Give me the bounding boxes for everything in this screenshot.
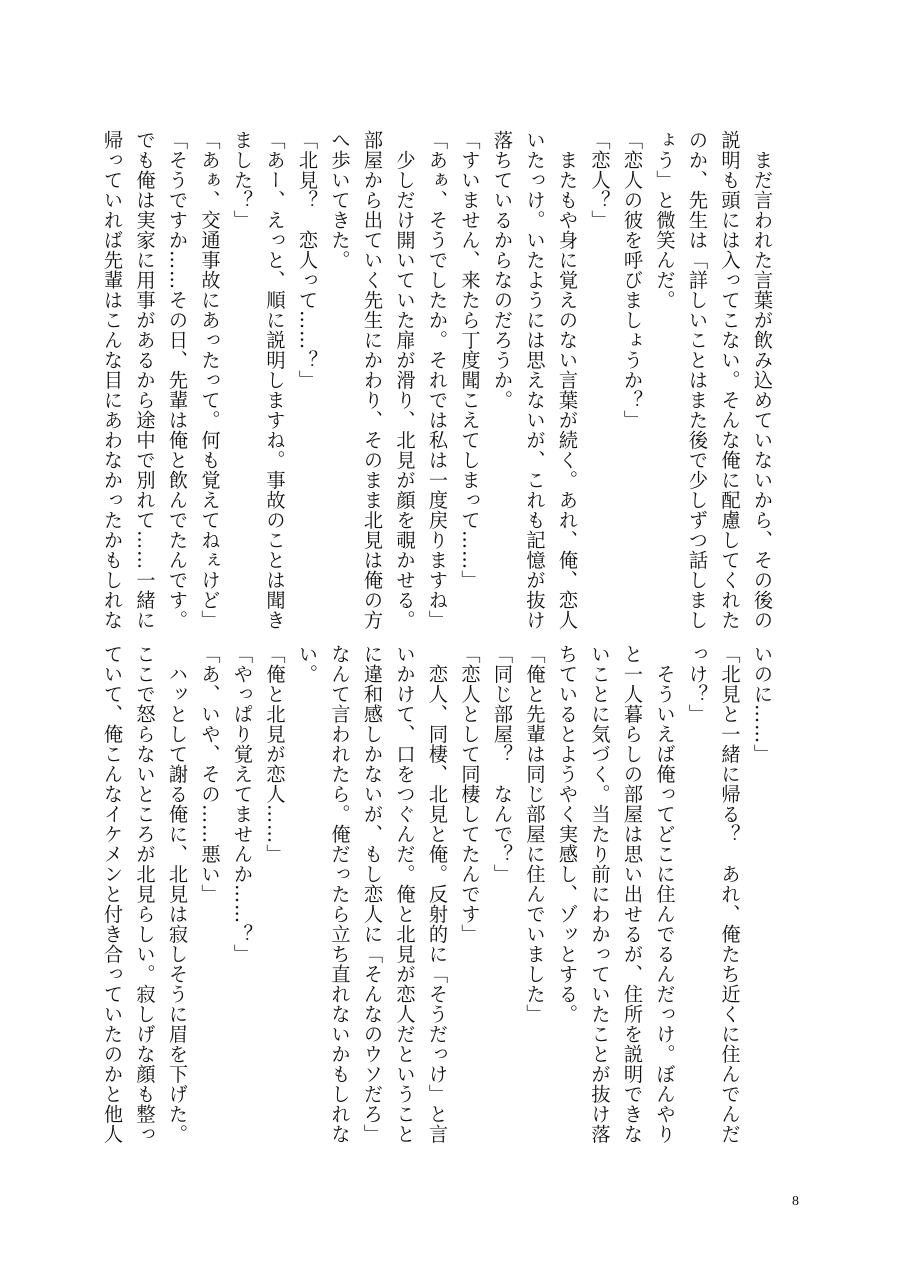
text-column: 帰っていれば先輩はこんな目にあわなかったかもしれな xyxy=(101,130,124,630)
text-column: 「あー、えっと、順に説明しますね。事故のことは聞き xyxy=(263,130,287,630)
text-column: ていて、俺こんなイケメンと付き合っていたのかと他人 xyxy=(101,644,124,1144)
text-column: 「あ、いや、その……悪い」 xyxy=(198,644,222,904)
text-column: と一人暮らしの部屋は思い出せるが、住所を説明できな xyxy=(621,644,644,1144)
text-column: い。 xyxy=(296,644,319,684)
text-column: でも俺は実家に用事があるから途中で別れて……一緒に xyxy=(133,130,157,630)
text-column: のか、先生は「詳しいことはまた後で少しずつ話しまし xyxy=(686,130,709,630)
text-column: 「やっぱり覚えてませんか……？」 xyxy=(231,644,254,964)
text-column: そういえば俺ってどこに住んでるんだっけ。ぼんやり xyxy=(653,644,677,1144)
text-column: に違和感しかないが、もし恋人に「そんなのウソだろ」 xyxy=(361,644,384,1144)
text-column: 「北見と一緒に帰る？ あれ、俺たち近くに住んでんだ xyxy=(718,644,742,1144)
text-column: っけ？」 xyxy=(686,644,709,724)
text-column: 「俺と先輩は同じ部屋に住んでいました」 xyxy=(523,644,547,1024)
text-column: へ歩いてきた。 xyxy=(328,130,352,270)
text-column: 「すいません、来たら丁度聞こえてしまって……」 xyxy=(458,130,482,590)
text-column: 「そうですか……その日、先輩は俺と飲んでたんです。 xyxy=(166,130,189,630)
text-column: 部屋から出ていく先生にかわり、そのまま北見は俺の方 xyxy=(361,130,384,630)
page-number: 8 xyxy=(792,1194,799,1209)
text-column: 説明も頭には入ってこない。そんな俺に配慮してくれた xyxy=(718,130,742,630)
text-column: ここで怒らないところが北見らしい。寂しげな顔も整っ xyxy=(133,644,157,1144)
text-column: 「北見？ 恋人って……？」 xyxy=(296,130,319,390)
text-column: 「俺と北見が恋人……」 xyxy=(263,644,287,864)
text-column: ハッとして謝る俺に、北見は寂しそうに眉を下げた。 xyxy=(166,644,189,1144)
text-column: 少しだけ開いていた扉が滑り、北見が顔を覗かせる。 xyxy=(393,130,417,630)
text-column: いのに……」 xyxy=(751,644,774,764)
text-column: 「恋人の彼を呼びましょうか？」 xyxy=(621,130,644,430)
text-column: いたっけ。いたようには思えないが、これも記憶が抜け xyxy=(523,130,547,630)
text-column: 「あぁ、そうでしたか。それでは私は一度戻りますね」 xyxy=(426,130,449,630)
text-column: 「恋人として同棲してたんです」 xyxy=(458,644,482,944)
text-column: 落ちているからなのだろうか。 xyxy=(491,130,514,410)
text-column: ました？」 xyxy=(231,130,254,230)
text-column: ちているとようやく実感し、ゾッとする。 xyxy=(556,644,579,1024)
text-column: まだ言われた言葉が飲み込めていないから、その後の xyxy=(751,130,774,630)
text-block-bottom xyxy=(96,644,779,1144)
text-block-top xyxy=(96,130,779,630)
text-column: いことに気づく。当たり前にわかっていたことが抜け落 xyxy=(588,644,612,1144)
text-column: またもや身に覚えのない言葉が続く。あれ、俺、恋人 xyxy=(556,130,579,630)
text-column: 「同じ部屋？ なんで？」 xyxy=(491,644,514,884)
text-column: ょう」と微笑んだ。 xyxy=(653,130,677,310)
text-column: なんて言われたら。俺だったら立ち直れないかもしれな xyxy=(328,644,352,1144)
text-column: 「あぁ、交通事故にあったって。何も覚えてねぇけど」 xyxy=(198,130,222,630)
text-column: 恋人、同棲、北見と俺。反射的に「そうだっけ」と言 xyxy=(426,644,449,1144)
text-column: いかけて、口をつぐんだ。俺と北見が恋人だということ xyxy=(393,644,417,1144)
text-column: 「恋人？」 xyxy=(588,130,612,230)
